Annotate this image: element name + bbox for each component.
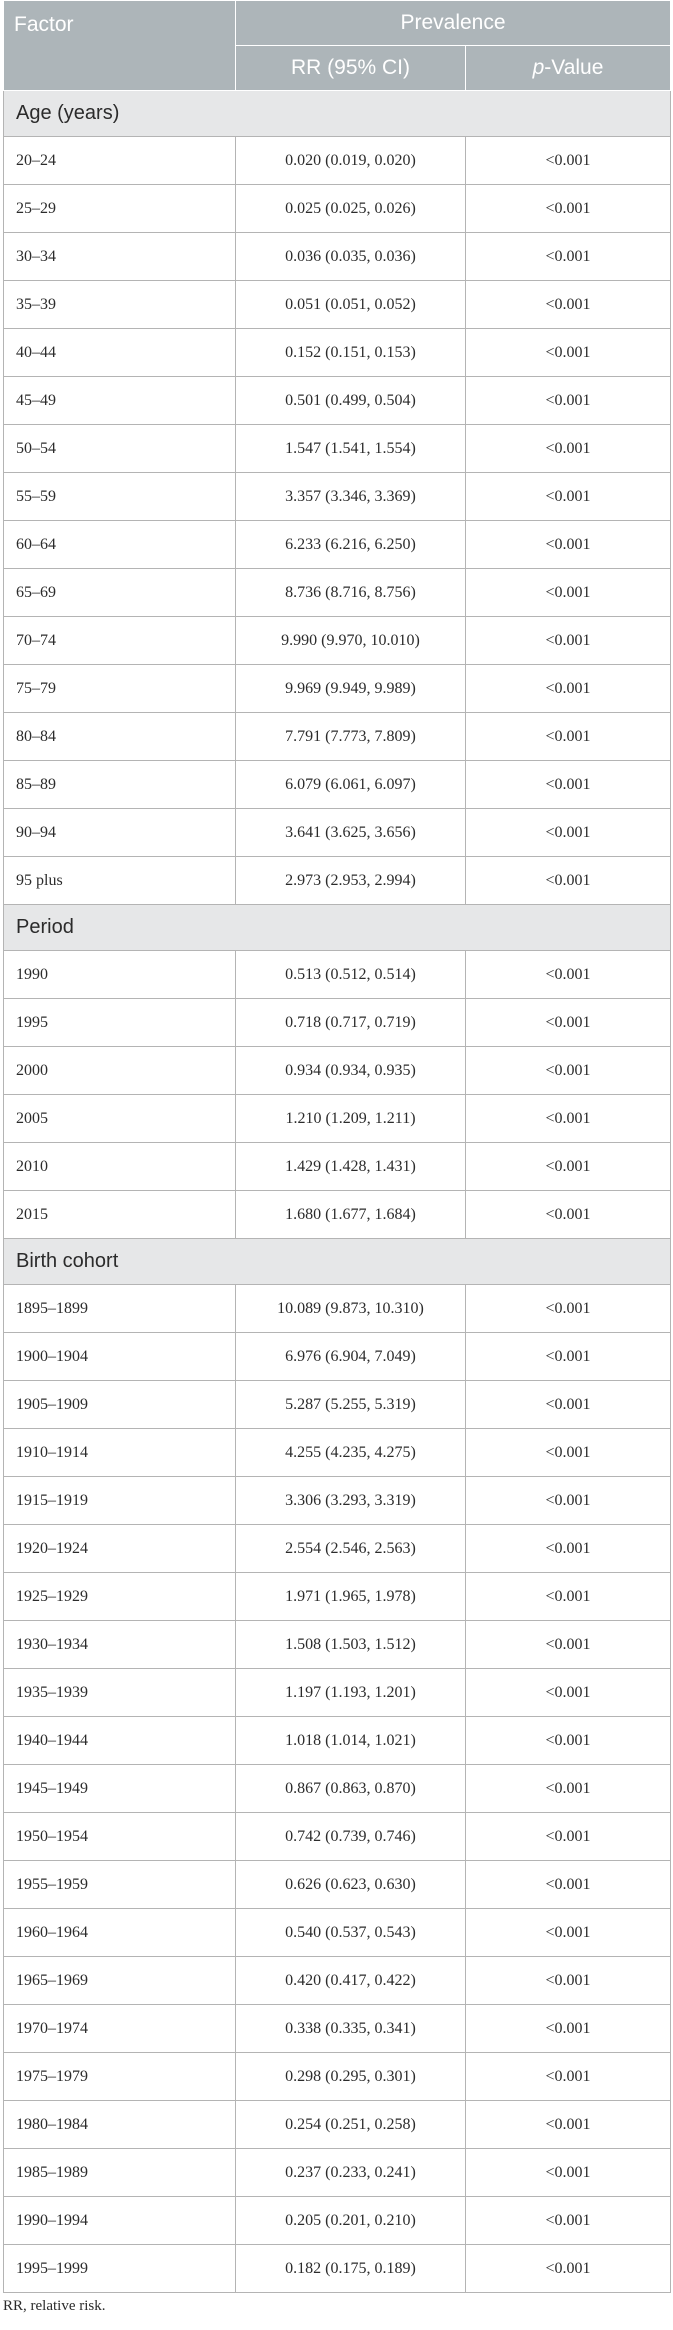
row-factor-label: 45–49 xyxy=(4,377,236,425)
row-p-value: <0.001 xyxy=(466,1909,671,1957)
row-factor-label: 1980–1984 xyxy=(4,2101,236,2149)
row-rr-ci: 6.233 (6.216, 6.250) xyxy=(236,521,466,569)
row-rr-ci: 1.429 (1.428, 1.431) xyxy=(236,1143,466,1191)
row-factor-label: 2015 xyxy=(4,1191,236,1239)
row-factor-label: 1925–1929 xyxy=(4,1573,236,1621)
row-rr-ci: 1.971 (1.965, 1.978) xyxy=(236,1573,466,1621)
row-p-value: <0.001 xyxy=(466,665,671,713)
row-factor-label: 1955–1959 xyxy=(4,1861,236,1909)
row-factor-label: 1960–1964 xyxy=(4,1909,236,1957)
row-factor-label: 1970–1974 xyxy=(4,2005,236,2053)
table-row xyxy=(4,1717,671,1765)
table-row xyxy=(4,1285,671,1333)
row-factor-label: 85–89 xyxy=(4,761,236,809)
row-factor-label: 1940–1944 xyxy=(4,1717,236,1765)
footnote: RR, relative risk. xyxy=(3,2298,106,2314)
table-header xyxy=(4,1,671,91)
row-factor-label: 1990–1994 xyxy=(4,2197,236,2245)
section-title: Period xyxy=(4,905,671,951)
row-factor-label: 1935–1939 xyxy=(4,1669,236,1717)
row-factor-label: 1945–1949 xyxy=(4,1765,236,1813)
row-p-value: <0.001 xyxy=(466,2245,671,2293)
row-rr-ci: 9.969 (9.949, 9.989) xyxy=(236,665,466,713)
row-p-value: <0.001 xyxy=(466,233,671,281)
row-factor-label: 1920–1924 xyxy=(4,1525,236,1573)
table-row xyxy=(4,2101,671,2149)
row-rr-ci: 1.210 (1.209, 1.211) xyxy=(236,1095,466,1143)
row-rr-ci: 3.306 (3.293, 3.319) xyxy=(236,1477,466,1525)
table-row xyxy=(4,665,671,713)
row-p-value: <0.001 xyxy=(466,329,671,377)
header-factor: Factor xyxy=(4,1,236,91)
row-p-value: <0.001 xyxy=(466,1717,671,1765)
table-row xyxy=(4,1957,671,2005)
row-rr-ci: 0.025 (0.025, 0.026) xyxy=(236,185,466,233)
table-row xyxy=(4,1909,671,1957)
row-p-value: <0.001 xyxy=(466,185,671,233)
table-row xyxy=(4,569,671,617)
row-rr-ci: 0.540 (0.537, 0.543) xyxy=(236,1909,466,1957)
row-rr-ci: 7.791 (7.773, 7.809) xyxy=(236,713,466,761)
table-row xyxy=(4,1143,671,1191)
row-p-value: <0.001 xyxy=(466,1669,671,1717)
row-rr-ci: 0.254 (0.251, 0.258) xyxy=(236,2101,466,2149)
row-p-value: <0.001 xyxy=(466,999,671,1047)
row-rr-ci: 0.742 (0.739, 0.746) xyxy=(236,1813,466,1861)
section-title: Birth cohort xyxy=(4,1239,671,1285)
row-rr-ci: 1.018 (1.014, 1.021) xyxy=(236,1717,466,1765)
row-p-value: <0.001 xyxy=(466,473,671,521)
row-p-value: <0.001 xyxy=(466,1333,671,1381)
table-row xyxy=(4,761,671,809)
row-factor-label: 1910–1914 xyxy=(4,1429,236,1477)
row-p-value: <0.001 xyxy=(466,1477,671,1525)
row-factor-label: 2005 xyxy=(4,1095,236,1143)
table-row xyxy=(4,1621,671,1669)
row-factor-label: 35–39 xyxy=(4,281,236,329)
table-row xyxy=(4,137,671,185)
table-row xyxy=(4,1573,671,1621)
table-row xyxy=(4,1333,671,1381)
section-title: Age (years) xyxy=(4,91,671,137)
row-factor-label: 2000 xyxy=(4,1047,236,1095)
row-p-value: <0.001 xyxy=(466,521,671,569)
table-row xyxy=(4,2005,671,2053)
row-p-value: <0.001 xyxy=(466,1621,671,1669)
row-rr-ci: 1.197 (1.193, 1.201) xyxy=(236,1669,466,1717)
table-row xyxy=(4,617,671,665)
table-row xyxy=(4,1669,671,1717)
row-rr-ci: 0.513 (0.512, 0.514) xyxy=(236,951,466,999)
row-rr-ci: 0.420 (0.417, 0.422) xyxy=(236,1957,466,2005)
row-rr-ci: 2.973 (2.953, 2.994) xyxy=(236,857,466,905)
row-p-value: <0.001 xyxy=(466,1573,671,1621)
row-factor-label: 65–69 xyxy=(4,569,236,617)
row-rr-ci: 8.736 (8.716, 8.756) xyxy=(236,569,466,617)
row-p-value: <0.001 xyxy=(466,1285,671,1333)
row-rr-ci: 4.255 (4.235, 4.275) xyxy=(236,1429,466,1477)
row-factor-label: 50–54 xyxy=(4,425,236,473)
row-p-value: <0.001 xyxy=(466,857,671,905)
row-factor-label: 1975–1979 xyxy=(4,2053,236,2101)
row-factor-label: 1985–1989 xyxy=(4,2149,236,2197)
table-row xyxy=(4,425,671,473)
row-rr-ci: 0.205 (0.201, 0.210) xyxy=(236,2197,466,2245)
table-row xyxy=(4,2245,671,2293)
row-rr-ci: 3.641 (3.625, 3.656) xyxy=(236,809,466,857)
row-p-value: <0.001 xyxy=(466,1095,671,1143)
row-factor-label: 70–74 xyxy=(4,617,236,665)
row-factor-label: 55–59 xyxy=(4,473,236,521)
row-p-value: <0.001 xyxy=(466,1957,671,2005)
row-p-value: <0.001 xyxy=(466,569,671,617)
row-rr-ci: 0.298 (0.295, 0.301) xyxy=(236,2053,466,2101)
row-rr-ci: 1.547 (1.541, 1.554) xyxy=(236,425,466,473)
table-row xyxy=(4,1477,671,1525)
row-factor-label: 1915–1919 xyxy=(4,1477,236,1525)
row-p-value: <0.001 xyxy=(466,1813,671,1861)
row-p-value: <0.001 xyxy=(466,137,671,185)
table-row xyxy=(4,233,671,281)
row-rr-ci: 2.554 (2.546, 2.563) xyxy=(236,1525,466,1573)
row-p-value: <0.001 xyxy=(466,1525,671,1573)
row-rr-ci: 3.357 (3.346, 3.369) xyxy=(236,473,466,521)
row-p-value: <0.001 xyxy=(466,2053,671,2101)
results-table xyxy=(3,0,671,2293)
row-rr-ci: 0.036 (0.035, 0.036) xyxy=(236,233,466,281)
table-row xyxy=(4,809,671,857)
table-row xyxy=(4,1861,671,1909)
table-row xyxy=(4,473,671,521)
header-p-value xyxy=(466,46,671,91)
row-rr-ci: 0.338 (0.335, 0.341) xyxy=(236,2005,466,2053)
row-p-value: <0.001 xyxy=(466,1047,671,1095)
row-rr-ci: 6.079 (6.061, 6.097) xyxy=(236,761,466,809)
table-row xyxy=(4,951,671,999)
row-factor-label: 90–94 xyxy=(4,809,236,857)
section-row xyxy=(4,1239,671,1285)
row-rr-ci: 0.182 (0.175, 0.189) xyxy=(236,2245,466,2293)
table-row xyxy=(4,1381,671,1429)
row-rr-ci: 1.508 (1.503, 1.512) xyxy=(236,1621,466,1669)
row-rr-ci: 0.020 (0.019, 0.020) xyxy=(236,137,466,185)
row-p-value: <0.001 xyxy=(466,761,671,809)
row-p-value: <0.001 xyxy=(466,1861,671,1909)
row-p-value: <0.001 xyxy=(466,2005,671,2053)
row-factor-label: 30–34 xyxy=(4,233,236,281)
row-rr-ci: 0.934 (0.934, 0.935) xyxy=(236,1047,466,1095)
row-factor-label: 80–84 xyxy=(4,713,236,761)
row-rr-ci: 0.237 (0.233, 0.241) xyxy=(236,2149,466,2197)
table-row xyxy=(4,1525,671,1573)
row-rr-ci: 0.867 (0.863, 0.870) xyxy=(236,1765,466,1813)
section-row xyxy=(4,91,671,137)
row-p-value: <0.001 xyxy=(466,1381,671,1429)
header-rr-ci: RR (95% CI) xyxy=(236,46,466,91)
table-row xyxy=(4,521,671,569)
row-p-value: <0.001 xyxy=(466,1191,671,1239)
row-factor-label: 2010 xyxy=(4,1143,236,1191)
row-factor-label: 25–29 xyxy=(4,185,236,233)
row-factor-label: 1950–1954 xyxy=(4,1813,236,1861)
row-p-value: <0.001 xyxy=(466,1143,671,1191)
row-p-value: <0.001 xyxy=(466,809,671,857)
row-p-value: <0.001 xyxy=(466,617,671,665)
row-factor-label: 1995 xyxy=(4,999,236,1047)
row-rr-ci: 0.152 (0.151, 0.153) xyxy=(236,329,466,377)
row-p-value: <0.001 xyxy=(466,2197,671,2245)
section-row xyxy=(4,905,671,951)
table-row xyxy=(4,185,671,233)
row-rr-ci: 0.626 (0.623, 0.630) xyxy=(236,1861,466,1909)
table-row xyxy=(4,2197,671,2245)
table-row xyxy=(4,329,671,377)
table-row xyxy=(4,1191,671,1239)
row-p-value: <0.001 xyxy=(466,425,671,473)
table-row xyxy=(4,713,671,761)
row-rr-ci: 0.718 (0.717, 0.719) xyxy=(236,999,466,1047)
row-p-value: <0.001 xyxy=(466,2149,671,2197)
header-prevalence: Prevalence xyxy=(236,1,671,46)
table-row xyxy=(4,2149,671,2197)
row-p-value: <0.001 xyxy=(466,281,671,329)
row-p-value: <0.001 xyxy=(466,713,671,761)
row-p-value: <0.001 xyxy=(466,2101,671,2149)
table-row xyxy=(4,1813,671,1861)
row-p-value: <0.001 xyxy=(466,951,671,999)
row-factor-label: 1965–1969 xyxy=(4,1957,236,2005)
row-factor-label: 1895–1899 xyxy=(4,1285,236,1333)
table-row xyxy=(4,857,671,905)
row-rr-ci: 1.680 (1.677, 1.684) xyxy=(236,1191,466,1239)
table-row xyxy=(4,999,671,1047)
header-p-suffix: -Value xyxy=(544,56,604,79)
row-p-value: <0.001 xyxy=(466,377,671,425)
row-factor-label: 1905–1909 xyxy=(4,1381,236,1429)
row-rr-ci: 0.051 (0.051, 0.052) xyxy=(236,281,466,329)
row-rr-ci: 0.501 (0.499, 0.504) xyxy=(236,377,466,425)
table-row xyxy=(4,377,671,425)
header-p-italic: p xyxy=(532,56,545,79)
row-factor-label: 1995–1999 xyxy=(4,2245,236,2293)
row-rr-ci: 9.990 (9.970, 10.010) xyxy=(236,617,466,665)
table-row xyxy=(4,1429,671,1477)
table-row xyxy=(4,1765,671,1813)
table-row xyxy=(4,281,671,329)
row-factor-label: 20–24 xyxy=(4,137,236,185)
table-row xyxy=(4,1095,671,1143)
row-p-value: <0.001 xyxy=(466,1765,671,1813)
row-factor-label: 1900–1904 xyxy=(4,1333,236,1381)
row-factor-label: 60–64 xyxy=(4,521,236,569)
row-factor-label: 75–79 xyxy=(4,665,236,713)
row-factor-label: 95 plus xyxy=(4,857,236,905)
table-row xyxy=(4,1047,671,1095)
row-factor-label: 1930–1934 xyxy=(4,1621,236,1669)
row-p-value: <0.001 xyxy=(466,1429,671,1477)
table-body xyxy=(4,91,671,2293)
row-factor-label: 40–44 xyxy=(4,329,236,377)
results-table-container xyxy=(3,0,670,2293)
table-row xyxy=(4,2053,671,2101)
row-rr-ci: 5.287 (5.255, 5.319) xyxy=(236,1381,466,1429)
row-rr-ci: 6.976 (6.904, 7.049) xyxy=(236,1333,466,1381)
row-factor-label: 1990 xyxy=(4,951,236,999)
row-rr-ci: 10.089 (9.873, 10.310) xyxy=(236,1285,466,1333)
